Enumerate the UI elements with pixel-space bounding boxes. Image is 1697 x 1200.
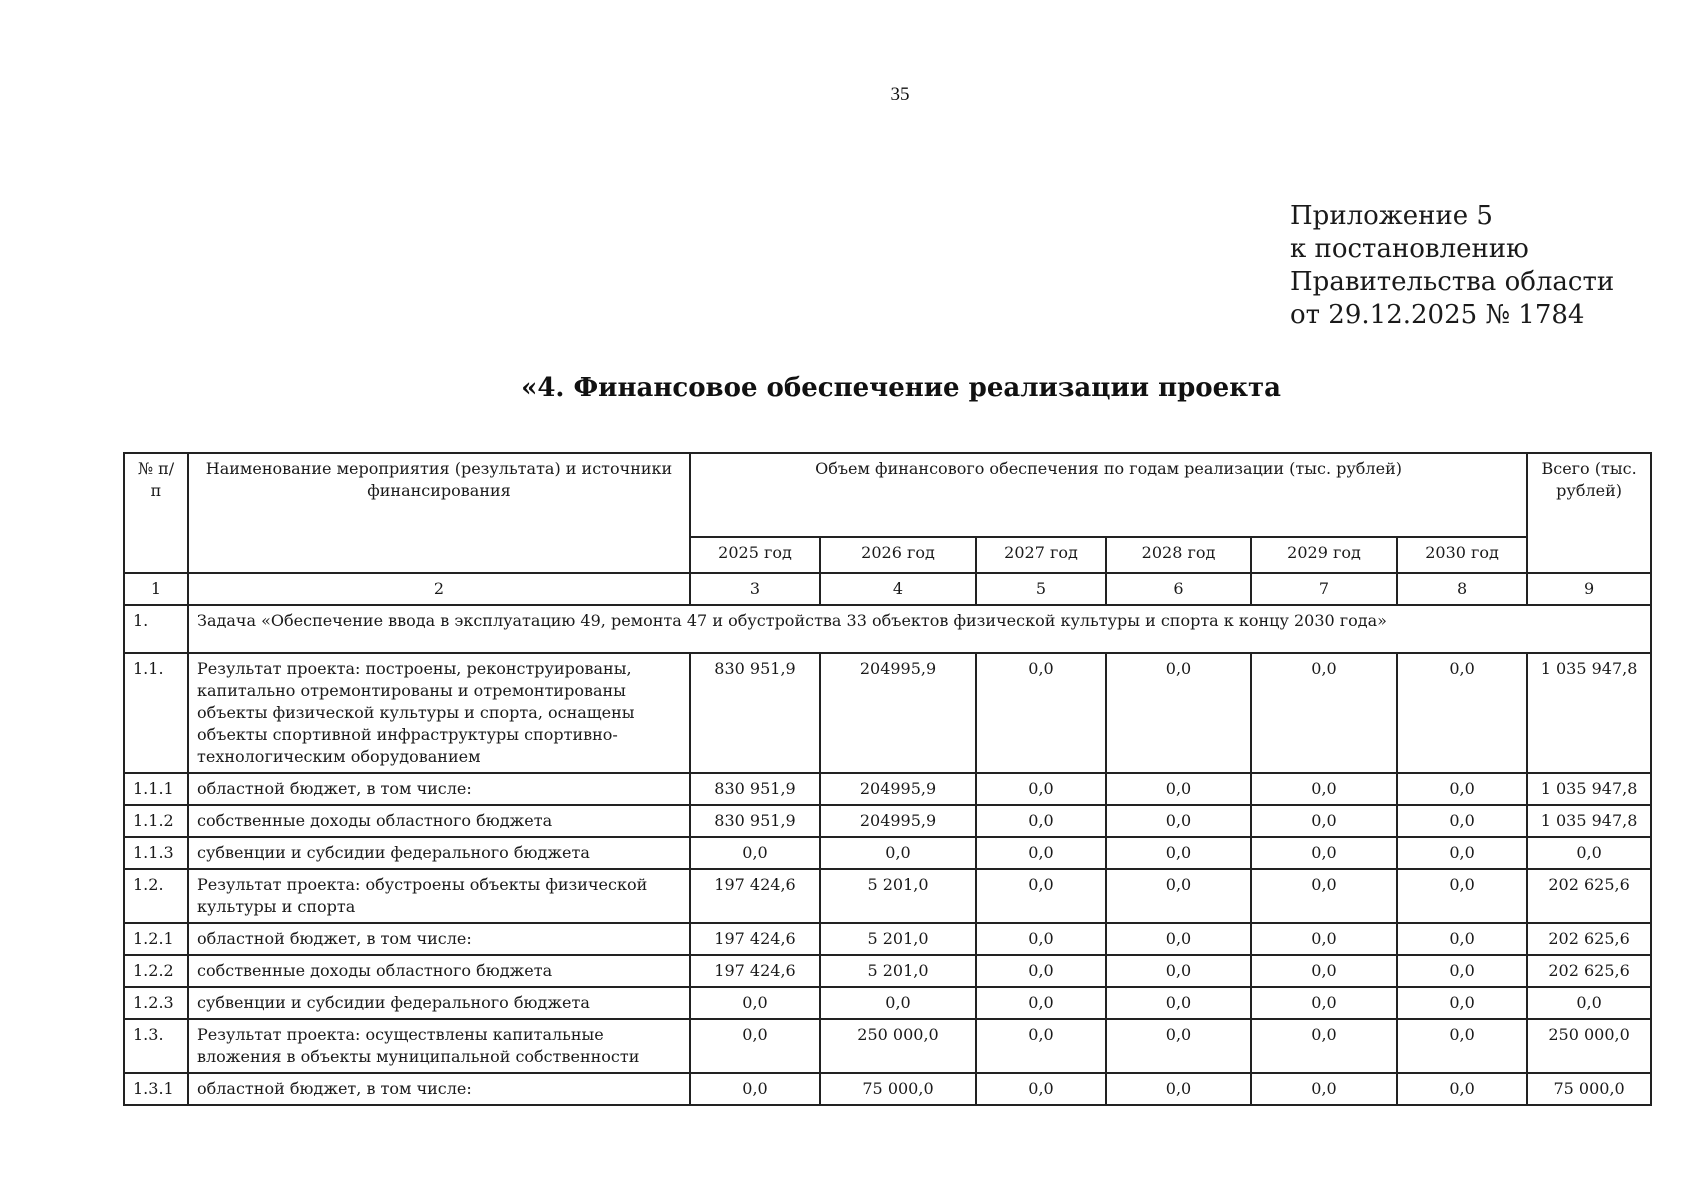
row-year-value: 0,0: [1251, 773, 1397, 805]
row-year-value: 0,0: [1251, 923, 1397, 955]
column-number: 9: [1527, 573, 1651, 605]
row-year-value: 0,0: [1106, 923, 1251, 955]
row-year-value: 0,0: [1397, 1019, 1527, 1073]
row-year-value: 0,0: [1397, 869, 1527, 923]
row-total: 250 000,0: [1527, 1019, 1651, 1073]
table-row: [124, 987, 1651, 1019]
appendix-line-2: к постановлению: [1290, 234, 1529, 264]
row-year-value: 0,0: [1251, 869, 1397, 923]
row-year-value: 0,0: [1397, 923, 1527, 955]
row-year-value: 0,0: [1106, 773, 1251, 805]
row-year-value: 0,0: [1251, 837, 1397, 869]
table-row: [124, 773, 1651, 805]
column-number: 6: [1106, 573, 1251, 605]
row-year-value: 0,0: [976, 773, 1106, 805]
header-year-2026: 2026 год: [820, 537, 976, 573]
row-year-value: 75 000,0: [820, 1073, 976, 1105]
row-name: собственные доходы областного бюджета: [188, 955, 690, 987]
row-year-value: 0,0: [976, 1073, 1106, 1105]
row-year-value: 0,0: [1397, 1073, 1527, 1105]
task-num: 1.: [124, 605, 188, 653]
row-year-value: 250 000,0: [820, 1019, 976, 1073]
row-year-value: 0,0: [690, 1073, 820, 1105]
row-year-value: 0,0: [1251, 653, 1397, 773]
row-year-value: 5 201,0: [820, 869, 976, 923]
row-number: 1.2.: [124, 869, 188, 923]
row-name: областной бюджет, в том числе:: [188, 1073, 690, 1105]
row-year-value: 0,0: [1397, 653, 1527, 773]
task-row: [124, 605, 1651, 653]
row-year-value: 0,0: [1106, 987, 1251, 1019]
row-year-value: 197 424,6: [690, 923, 820, 955]
appendix-line-4: от 29.12.2025 № 1784: [1290, 300, 1585, 330]
row-year-value: 0,0: [976, 805, 1106, 837]
table-row: [124, 653, 1651, 773]
header-year-2027: 2027 год: [976, 537, 1106, 573]
row-year-value: 0,0: [976, 837, 1106, 869]
column-number: 1: [124, 573, 188, 605]
row-year-value: 0,0: [690, 987, 820, 1019]
row-year-value: 0,0: [690, 837, 820, 869]
financing-table: [123, 452, 1652, 1106]
column-number: 2: [188, 573, 690, 605]
row-year-value: 0,0: [1251, 805, 1397, 837]
task-text: Задача «Обеспечение ввода в эксплуатацию 49, ремонта 47 и обустройства 33 объектов физической культуры и спорта к концу 2030 года»: [188, 605, 1651, 653]
table-row: [124, 1073, 1651, 1105]
row-name: Результат проекта: обустроены объекты физической культуры и спорта: [188, 869, 690, 923]
column-number: 4: [820, 573, 976, 605]
row-year-value: 0,0: [1251, 1073, 1397, 1105]
row-year-value: 204995,9: [820, 805, 976, 837]
row-year-value: 0,0: [1251, 1019, 1397, 1073]
row-total: 202 625,6: [1527, 955, 1651, 987]
row-number: 1.3.: [124, 1019, 188, 1073]
row-year-value: 0,0: [1251, 987, 1397, 1019]
row-name: собственные доходы областного бюджета: [188, 805, 690, 837]
header-volume: Объем финансового обеспечения по годам реализации (тыс. рублей): [690, 453, 1527, 537]
row-number: 1.1.1: [124, 773, 188, 805]
appendix-block: [1290, 200, 1614, 332]
row-total: 0,0: [1527, 987, 1651, 1019]
row-total: 202 625,6: [1527, 869, 1651, 923]
column-numbers-row: [124, 573, 1651, 605]
row-name: областной бюджет, в том числе:: [188, 773, 690, 805]
row-number: 1.1.: [124, 653, 188, 773]
table-row: [124, 837, 1651, 869]
section-title: «4. Финансовое обеспечение реализации проекта: [521, 373, 1281, 403]
table-row: [124, 923, 1651, 955]
row-year-value: 204995,9: [820, 653, 976, 773]
row-name: областной бюджет, в том числе:: [188, 923, 690, 955]
row-year-value: 0,0: [1106, 805, 1251, 837]
header-num: № п/п: [124, 453, 188, 573]
column-number: 3: [690, 573, 820, 605]
row-year-value: 0,0: [1106, 869, 1251, 923]
row-year-value: 0,0: [976, 987, 1106, 1019]
row-year-value: 0,0: [690, 1019, 820, 1073]
row-number: 1.1.3: [124, 837, 188, 869]
row-year-value: 0,0: [976, 869, 1106, 923]
row-year-value: 830 951,9: [690, 805, 820, 837]
table-row: [124, 805, 1651, 837]
row-total: 1 035 947,8: [1527, 653, 1651, 773]
row-year-value: 0,0: [976, 923, 1106, 955]
row-year-value: 0,0: [1106, 1073, 1251, 1105]
row-number: 1.3.1: [124, 1073, 188, 1105]
row-total: 1 035 947,8: [1527, 805, 1651, 837]
row-year-value: 0,0: [820, 837, 976, 869]
appendix-line-3: Правительства области: [1290, 267, 1615, 297]
row-number: 1.2.1: [124, 923, 188, 955]
appendix-line-1: Приложение 5: [1290, 201, 1493, 231]
row-year-value: 0,0: [820, 987, 976, 1019]
row-total: 0,0: [1527, 837, 1651, 869]
row-number: 1.1.2: [124, 805, 188, 837]
row-year-value: 830 951,9: [690, 773, 820, 805]
table-row: [124, 1019, 1651, 1073]
row-year-value: 0,0: [976, 1019, 1106, 1073]
header-total: Всего (тыс. рублей): [1527, 453, 1651, 573]
row-year-value: 0,0: [1106, 653, 1251, 773]
row-year-value: 0,0: [976, 955, 1106, 987]
header-year-2025: 2025 год: [690, 537, 820, 573]
row-year-value: 0,0: [1106, 837, 1251, 869]
page-number: 35: [890, 84, 910, 105]
header-year-2029: 2029 год: [1251, 537, 1397, 573]
row-name: субвенции и субсидии федерального бюджета: [188, 837, 690, 869]
row-total: 75 000,0: [1527, 1073, 1651, 1105]
header-year-2028: 2028 год: [1106, 537, 1251, 573]
row-year-value: 204995,9: [820, 773, 976, 805]
table-row: [124, 869, 1651, 923]
row-number: 1.2.2: [124, 955, 188, 987]
row-year-value: 0,0: [1251, 955, 1397, 987]
row-year-value: 0,0: [1106, 955, 1251, 987]
row-year-value: 5 201,0: [820, 923, 976, 955]
row-name: Результат проекта: осуществлены капитальные вложения в объекты муниципальной собственности: [188, 1019, 690, 1073]
row-year-value: 197 424,6: [690, 955, 820, 987]
row-year-value: 830 951,9: [690, 653, 820, 773]
header-row: [124, 453, 1651, 537]
row-year-value: 0,0: [1397, 955, 1527, 987]
row-year-value: 0,0: [1397, 837, 1527, 869]
row-total: 1 035 947,8: [1527, 773, 1651, 805]
header-year-2030: 2030 год: [1397, 537, 1527, 573]
row-total: 202 625,6: [1527, 923, 1651, 955]
row-year-value: 5 201,0: [820, 955, 976, 987]
row-year-value: 0,0: [1106, 1019, 1251, 1073]
row-name: Результат проекта: построены, реконструированы, капитально отремонтированы и отремонтированы объекты физической культуры и спорта, оснащены объекты спортивной инфраструктуры спортивно-технологическим оборудованием: [188, 653, 690, 773]
row-year-value: 0,0: [1397, 987, 1527, 1019]
row-year-value: 0,0: [976, 653, 1106, 773]
column-number: 8: [1397, 573, 1527, 605]
row-year-value: 0,0: [1397, 805, 1527, 837]
column-number: 5: [976, 573, 1106, 605]
row-year-value: 0,0: [1397, 773, 1527, 805]
column-number: 7: [1251, 573, 1397, 605]
row-name: субвенции и субсидии федерального бюджета: [188, 987, 690, 1019]
header-name: Наименование мероприятия (результата) и источники финансирования: [188, 453, 690, 573]
row-number: 1.2.3: [124, 987, 188, 1019]
table-row: [124, 955, 1651, 987]
row-year-value: 197 424,6: [690, 869, 820, 923]
